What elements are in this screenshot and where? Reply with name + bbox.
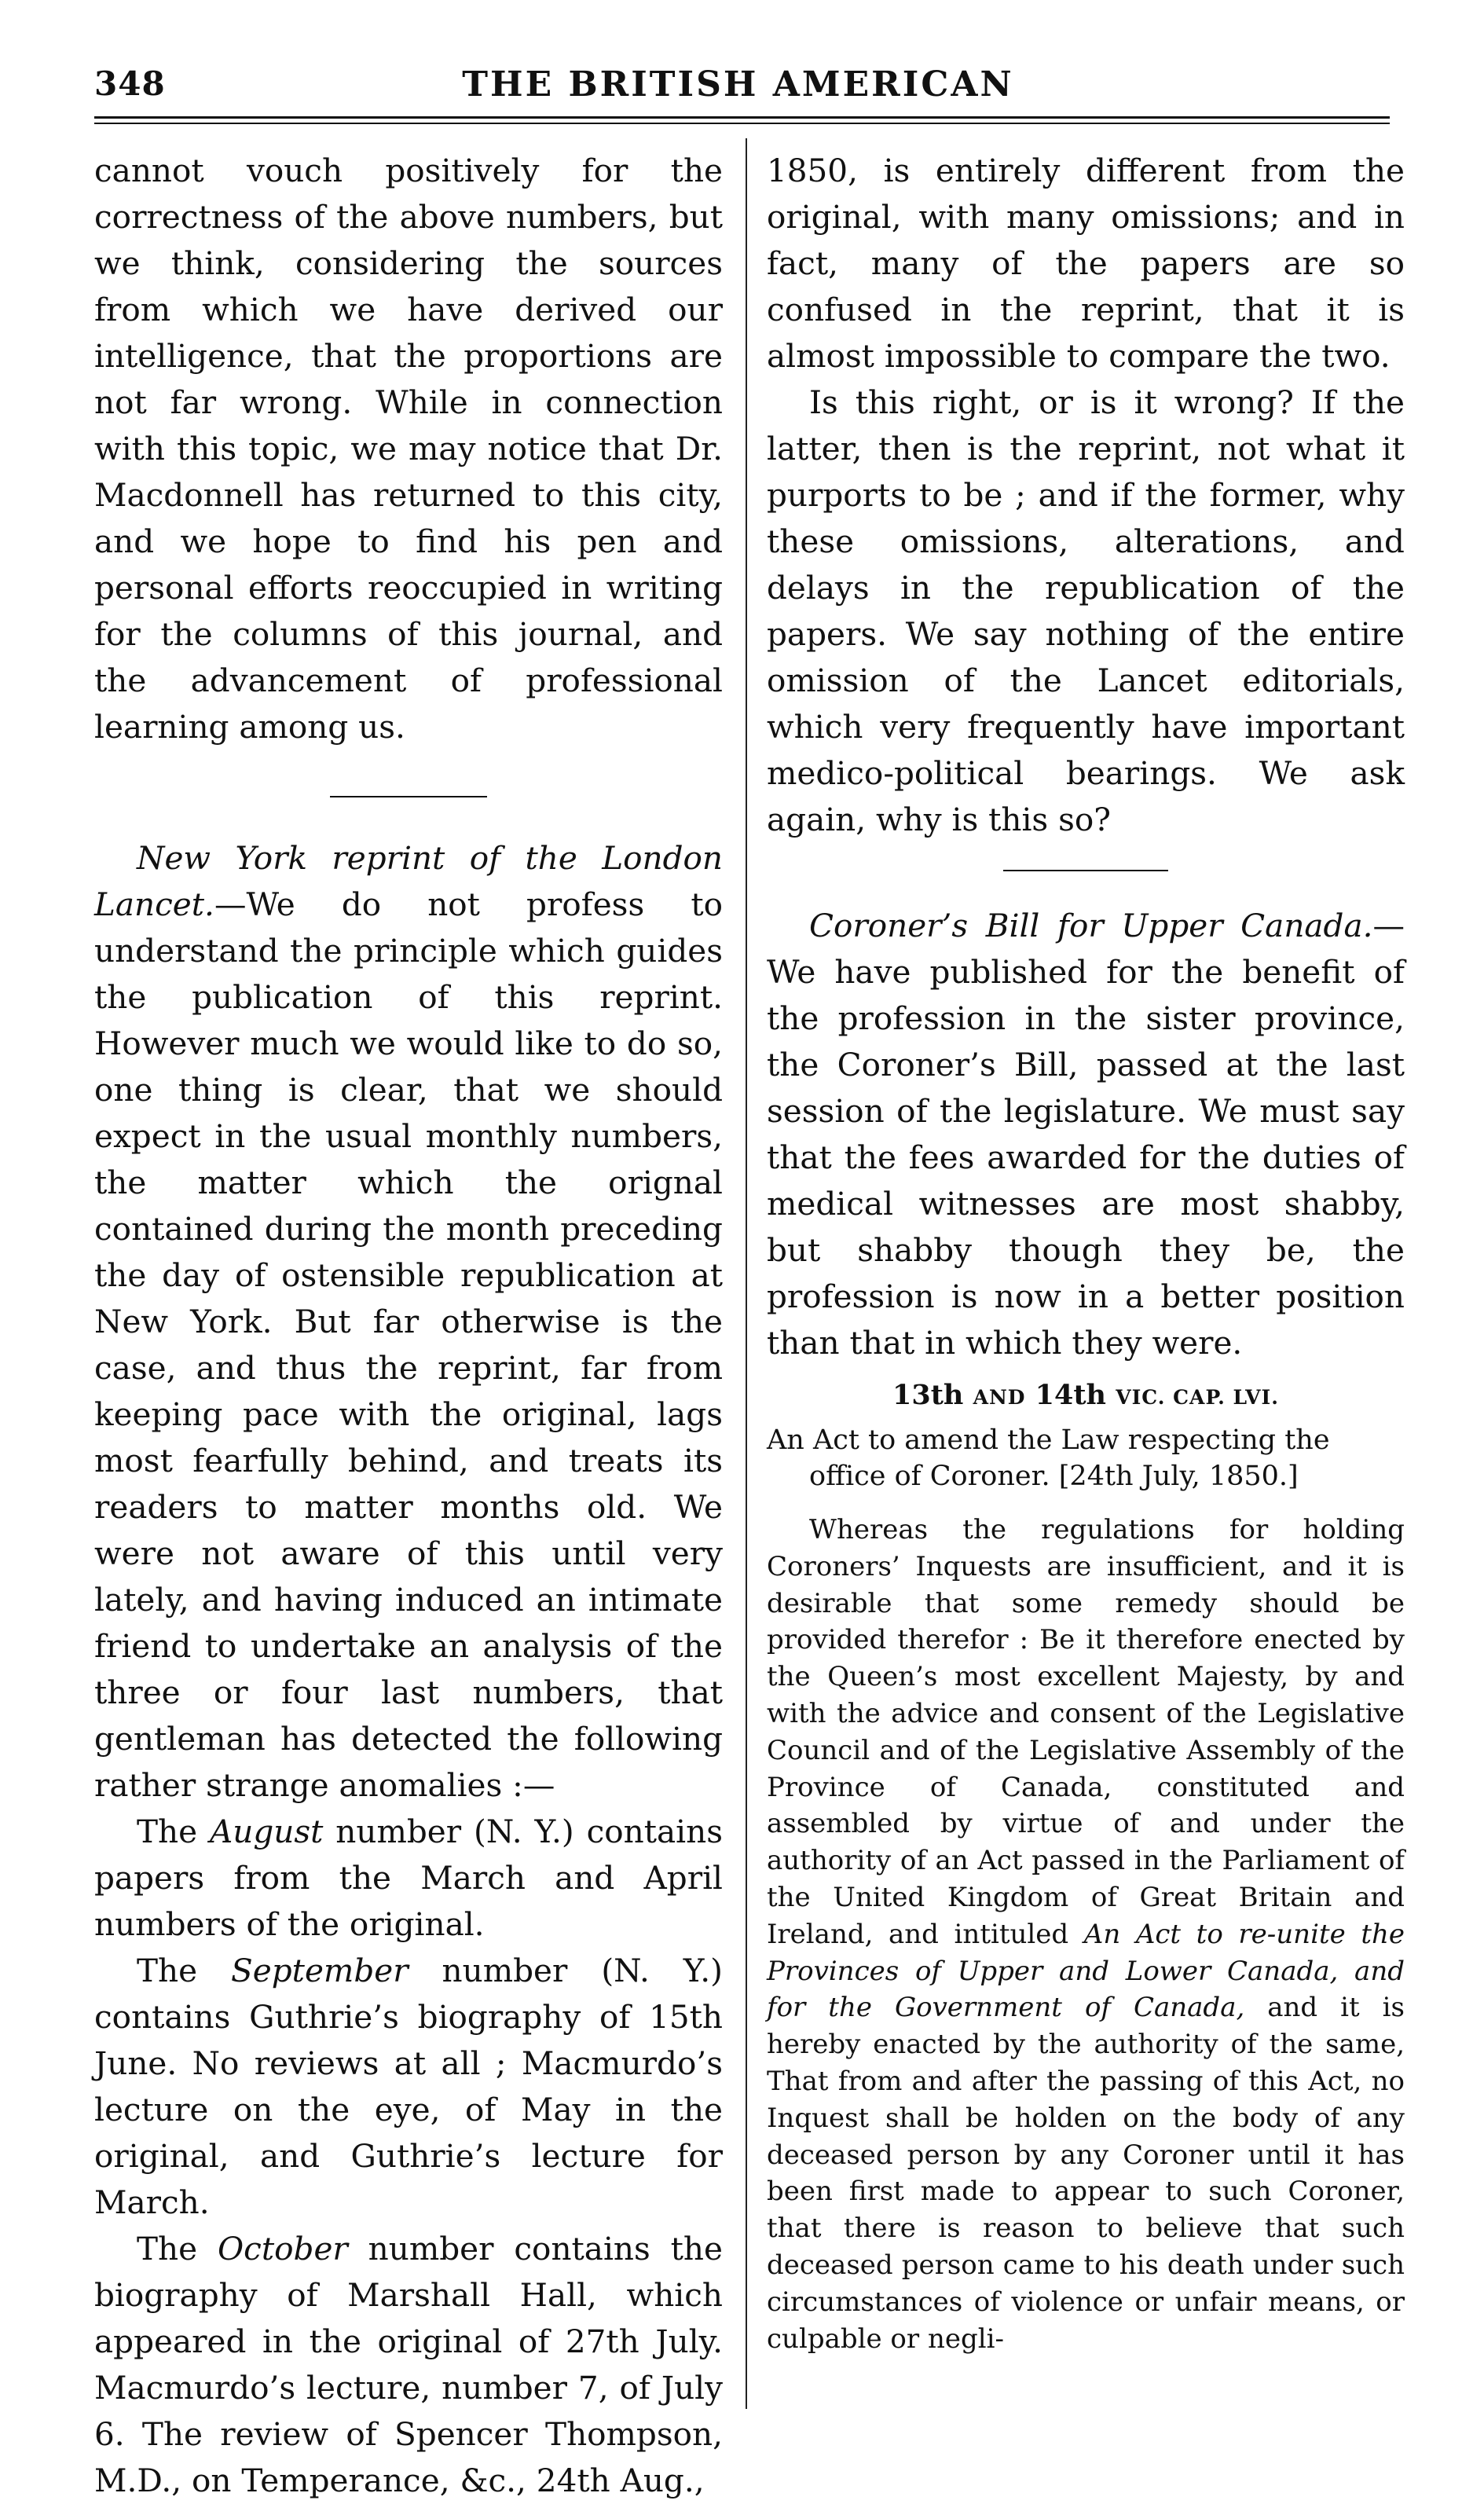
september-post: number (N. Y.) contains Guthrie’s biography of 15th June. No reviews at all ; Macmurdo’s lecture on the eye, of May in the original, and Guthrie’s lecture for March. [94,1952,723,2221]
section-separator-right [1003,870,1168,871]
question-paragraph: Is this right, or is it wrong? If the latter, then is the reprint, not what it purports to be ; and if the former, why these omissions, alterations, and delays in the republication of the papers. We say nothing of the entire omission of the Lancet editorials, which very frequently have important medico-political bearings. We ask again, why is this so? [767,383,1405,838]
act-body [767,1512,1405,2357]
coroner-heading: Coroner’s Bill for Upper Canada. [809,907,1373,944]
october-paragraph [94,2226,723,2504]
september-pre: The [137,1952,232,1989]
act-citation-part: 13th [892,1379,973,1411]
act-citation-part: VIC. CAP. LVI. [1116,1386,1279,1409]
section-separator [330,796,487,797]
september-paragraph [94,1948,723,2226]
august-paragraph [94,1809,723,1948]
august-post: number (N. Y.) contains papers from the March and April numbers of the original. [94,1813,723,1943]
lancet-heading: New York reprint of the London Lancet. [94,839,723,923]
act-title: An Act to amend the Law respecting the office of Coroner. [24th July, 1850.] [767,1424,1330,1492]
coroner-article [767,903,1405,1366]
journal-title: THE BRITISH AMERICAN [462,64,1014,104]
october-pre: The [137,2230,218,2268]
august-pre: The [137,1813,210,1850]
october-month: October [217,2230,348,2268]
header-rule-thin [94,123,1390,124]
act-body-text: Whereas the regulations for holding Coroners’ Inquests are insufficient, and it is desirable that some remedy should be provided therefor : Be it therefore enected by the Queen’s most excellent Majesty, by and with the advice and consent of the Legislative Council and of the Legislative Assembly of the Province of Canada, constituted and assembled by virtue of and under the authority of an Act passed in the Parliament of the United Kingdom of Great Britain and Ireland, and intituled [767,1514,1405,1950]
act-citation-part: 14th [1025,1379,1116,1411]
header-rule-thick [94,116,1390,119]
coroner-text: — We have published for the benefit of the profession in the sister province, the Coroner’s Bill, passed at the last session of the legislature. We must say that the fees awarded for the duties of medical witnesses are most shabby, but shabby though they be, the profession is now in a better position than that in which they were. [767,907,1405,1362]
act-citation-part: AND [973,1386,1026,1409]
left-column [94,148,723,2504]
september-month: September [231,1952,409,1989]
page-number: 348 [94,64,166,103]
act-short-title: An Act to re-unite the Provinces of Upper and Lower Canada, and for the Government of Canada, [767,1918,1405,2024]
act-body-text: and it is hereby enacted by the authority of the same, That from and after the passing of this Act, no Inquest shall be holden on the body of any deceased person by any Coroner until it has been first made to appear to such Coroner, that there is reason to believe that such deceased person came to his death under such circumstances of violence or unfair means, or culpable or negli- [767,1992,1405,2355]
lancet-text: —We do not profess to understand the principle which guides the publication of this reprint. However much we would like to do so, one thing is clear, that we should expect in the usual monthly numbers, the matter which the orignal contained during the month preceding the day of ostensible republication at New York. But far otherwise is the case, and thus the reprint, far from keeping pace with the original, lags most fearfully behind, and treats its readers to matter months old. We were not aware of this until very lately, and having induced an intimate friend to undertake an analysis of the three or four last numbers, that gentleman has detected the following rather strange anomalies :— [94,885,723,1804]
running-head [94,64,1382,112]
column-divider [746,138,747,2409]
paragraph-continued-right: 1850, is entirely different from the original, with many omissions; and in fact, many of the papers are so confused in the reprint, that it is almost impossible to compare the two. [767,152,1405,375]
act-citation [767,1376,1405,1417]
right-column [767,148,1405,2357]
october-post: number contains the biography of Marshall Hall, which appeared in the original of 27th July. Macmurdo’s lecture, number 7, of July 6. The review of Spencer Thompson, M.D., on Temperance, &c., 24th Aug., [94,2230,723,2499]
august-month: August [209,1813,324,1850]
paragraph-continued: cannot vouch positively for the correctness of the above numbers, but we think, considering the sources from which we have derived our intelligence, that the proportions are not far wrong. While in connection with this topic, we may notice that Dr. Macdonnell has returned to this city, and we hope to find his pen and personal efforts reoccupied in writing for the columns of this journal, and the advancement of professional learning among us. [94,152,723,746]
lancet-article [94,835,723,1809]
